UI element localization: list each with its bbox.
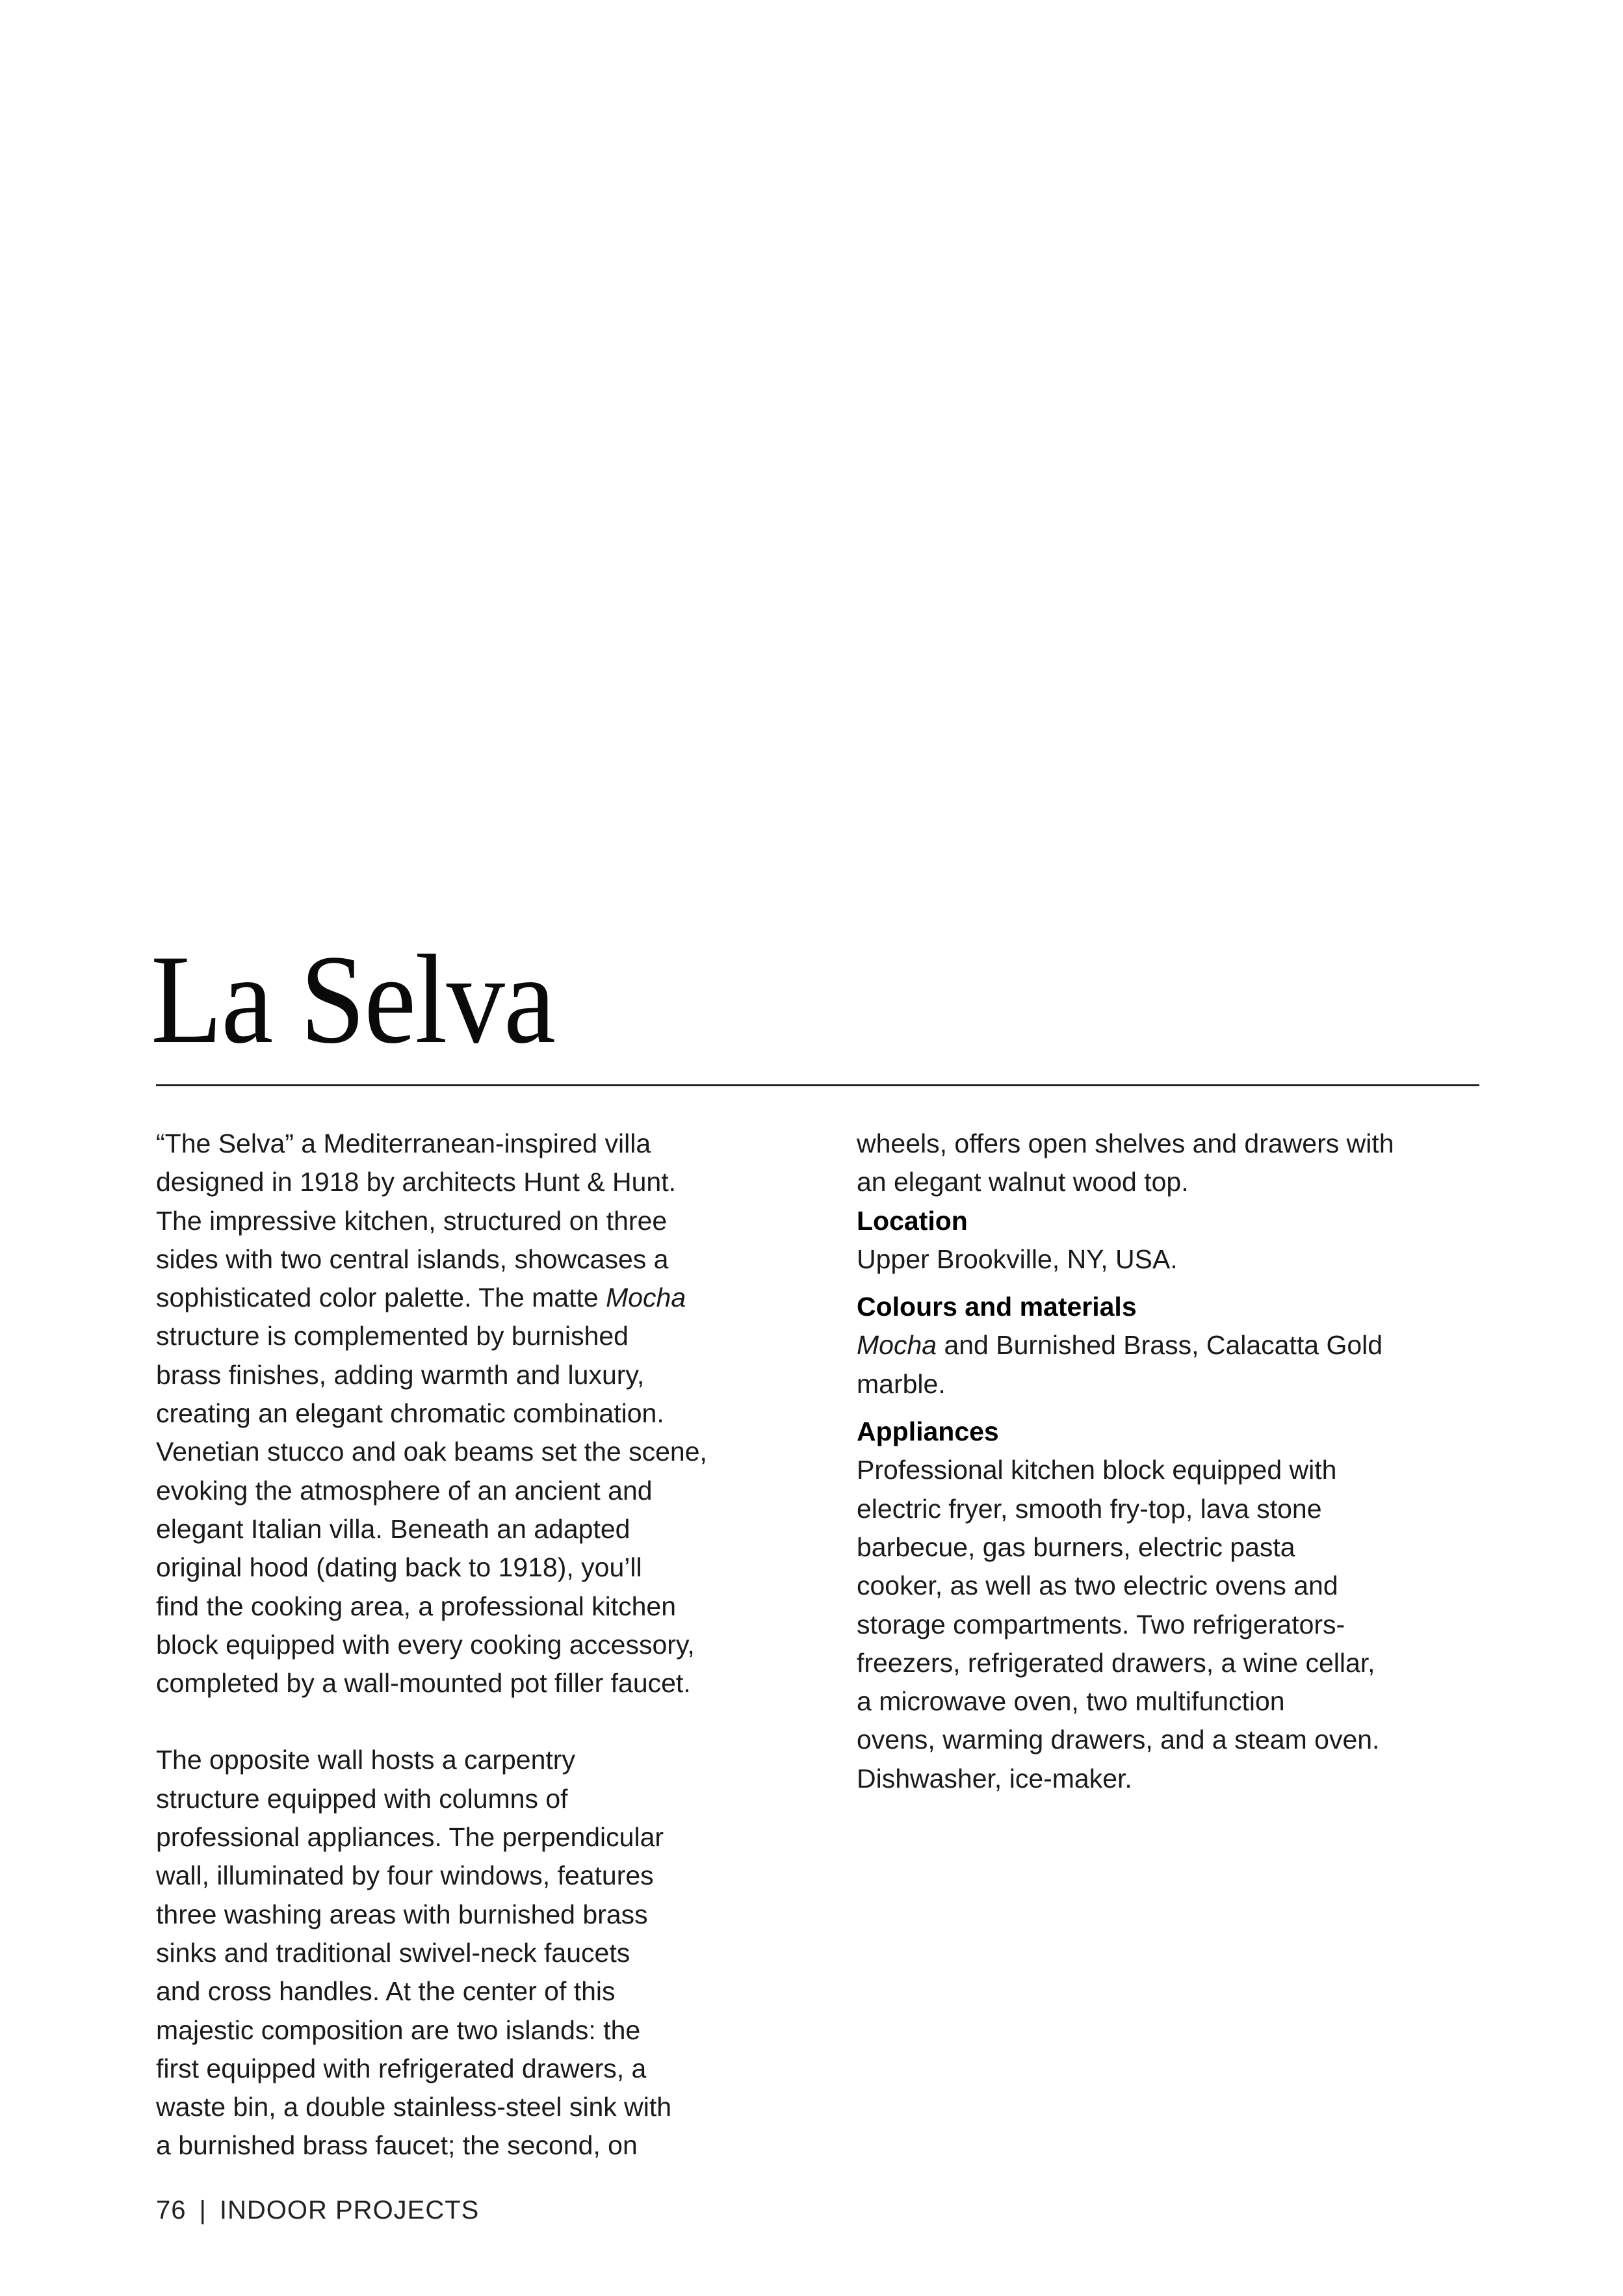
mocha-italic: Mocha xyxy=(606,1283,686,1313)
body-line: and cross handles. At the center of this xyxy=(156,1976,616,2007)
body-line: original hood (dating back to 1918), you’ll xyxy=(156,1552,642,1583)
body-line: structure equipped with columns of xyxy=(156,1783,568,1814)
section-label: INDOOR PROJECTS xyxy=(219,2196,480,2224)
body-line: wheels, offers open shelves and drawers with xyxy=(857,1128,1394,1158)
footer-separator: | xyxy=(199,2196,207,2224)
body-line: creating an elegant chromatic combination. xyxy=(156,1398,664,1429)
body-line: first equipped with refrigerated drawers, a xyxy=(156,2053,647,2083)
left-column xyxy=(156,1125,806,2165)
body-line: Venetian stucco and oak beams set the scene, xyxy=(156,1437,707,1467)
appliances-line: storage compartments. Two refrigerators- xyxy=(857,1609,1345,1639)
appliances-line: Professional kitchen block equipped with xyxy=(857,1455,1337,1485)
colours-value xyxy=(857,1326,1494,1364)
body-line: sinks and traditional swivel-neck faucets xyxy=(156,1937,630,1968)
body-line: wall, illuminated by four windows, features xyxy=(156,1860,654,1891)
colours-heading: Colours and materials xyxy=(857,1292,1137,1322)
page-number: 76 xyxy=(156,2196,187,2224)
page-title: La Selva xyxy=(151,929,555,1070)
body-line: structure is complemented by burnished xyxy=(156,1321,629,1351)
body-line: a burnished brass faucet; the second, on xyxy=(156,2130,638,2161)
location-heading: Location xyxy=(857,1205,968,1236)
body-line: The impressive kitchen, structured on three xyxy=(156,1205,668,1236)
appliances-line: Dishwasher, ice-maker. xyxy=(857,1763,1132,1794)
appliances-line: barbecue, gas burners, electric pasta xyxy=(857,1532,1295,1562)
body-line: designed in 1918 by architects Hunt & Hunt. xyxy=(156,1167,676,1197)
section-gap xyxy=(857,1403,1494,1413)
mocha-italic: Mocha xyxy=(857,1330,937,1361)
body-line: professional appliances. The perpendicular xyxy=(156,1822,664,1853)
body-text: and Burnished Brass, Calacatta Gold xyxy=(937,1330,1383,1361)
body-line: sides with two central islands, showcases a xyxy=(156,1244,669,1274)
body-line: brass finishes, adding warmth and luxury, xyxy=(156,1359,645,1390)
appliances-line: freezers, refrigerated drawers, a wine cellar, xyxy=(857,1647,1375,1678)
appliances-line: electric fryer, smooth fry-top, lava stone xyxy=(857,1493,1322,1524)
page-footer xyxy=(156,2196,479,2225)
paragraph-gap xyxy=(156,1702,806,1741)
body-line: majestic composition are two islands: the xyxy=(156,2015,641,2045)
body-line: find the cooking area, a professional kitchen xyxy=(156,1591,677,1621)
body-line: “The Selva” a Mediterranean-inspired villa xyxy=(156,1128,651,1158)
title-divider xyxy=(156,1084,1479,1086)
appliances-line: ovens, warming drawers, and a steam oven. xyxy=(857,1725,1380,1755)
body-line: three washing areas with burnished brass xyxy=(156,1899,648,1929)
body-text: sophisticated color palette. The matte xyxy=(156,1283,606,1313)
right-column xyxy=(857,1125,1494,1798)
colours-value: marble. xyxy=(857,1368,946,1399)
appliances-line: cooker, as well as two electric ovens and xyxy=(857,1571,1338,1601)
location-value: Upper Brookville, NY, USA. xyxy=(857,1244,1178,1274)
body-line xyxy=(156,1279,806,1317)
body-line: waste bin, a double stainless-steel sink with xyxy=(156,2092,672,2122)
body-line: block equipped with every cooking accessory, xyxy=(156,1629,695,1660)
appliances-line: a microwave oven, two multifunction xyxy=(857,1686,1285,1717)
body-line: The opposite wall hosts a carpentry xyxy=(156,1745,575,1775)
appliances-heading: Appliances xyxy=(857,1416,999,1447)
body-line: an elegant walnut wood top. xyxy=(857,1167,1189,1197)
body-line: elegant Italian villa. Beneath an adapted xyxy=(156,1513,630,1544)
body-line: completed by a wall-mounted pot filler faucet. xyxy=(156,1668,691,1699)
section-gap xyxy=(857,1279,1494,1288)
body-line: evoking the atmosphere of an ancient and xyxy=(156,1475,653,1506)
